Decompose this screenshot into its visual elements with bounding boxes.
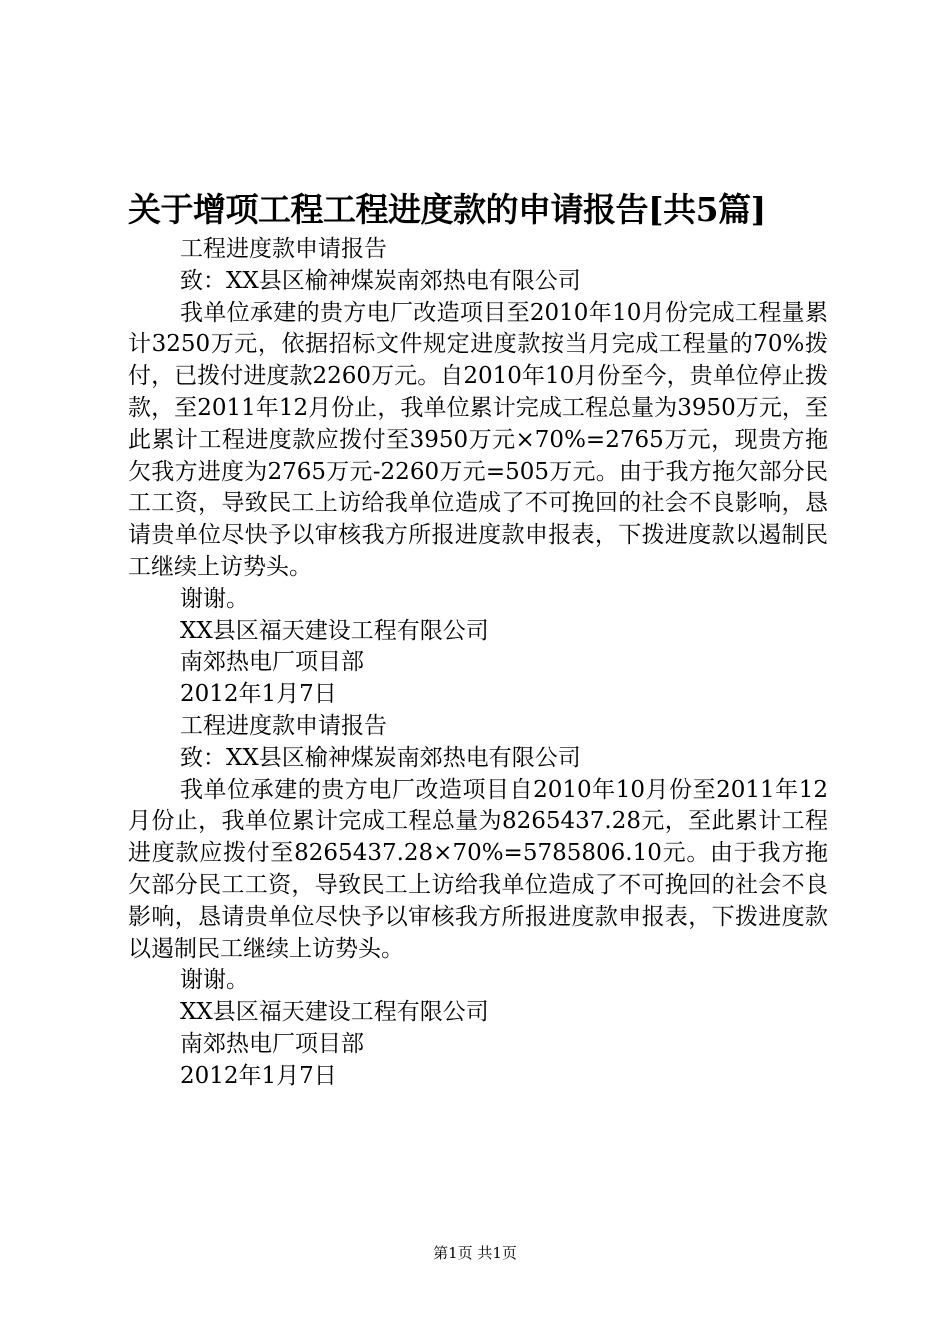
document-title: 关于增项工程工程进度款的申请报告[共5篇] [128, 190, 766, 229]
letter-thanks: 谢谢。 [180, 967, 249, 994]
document-page [128, 186, 828, 1093]
letter-body: 我单位承建的贵方电厂改造项目自2010年10月份至2011年12月份止，我单位累计完成工程总量为8265437.28元，至此累计工程进度款应拨付至8265437.28×70%=5785806.10元。由于我方拖欠部分民工工资，导致民工上访给我单位造成了不可挽回的社会不良影响，恳请贵单位尽快予以审核我方所报进度款申报表，下拨进度款以遏制民工继续上访势头。 [128, 776, 828, 962]
letter-recipient: 致：XX县区榆神煤炭南郊热电有限公司 [180, 267, 581, 294]
signature-company: XX县区福天建设工程有限公司 [180, 999, 489, 1026]
letter-body: 我单位承建的贵方电厂改造项目至2010年10月份完成工程量累计3250万元，依据招标文件规定进度款按当月完成工程量的70%拨付，已拨付进度款2260万元。自2010年10月份至今，贵单位停止拨款，至2011年12月份止，我单位累计完成工程总量为3950万元，至此累计工程进度款应拨付至3950万元×70%=2765万元，现贵方拖欠我方进度为2765万元-2260万元=505万元。由于我方拖欠部分民工工资，导致民工上访给我单位造成了不可挽回的社会不良影响，恳请贵单位尽快予以审核我方所报进度款申报表，下拨进度款以遏制民工继续上访势头。 [128, 299, 828, 580]
letter-date: 2012年1月7日 [180, 1062, 337, 1089]
page-footer: 第1页 共1页 [433, 1244, 517, 1262]
letter-thanks: 谢谢。 [180, 585, 249, 612]
letter-recipient: 致：XX县区榆神煤炭南郊热电有限公司 [180, 744, 581, 771]
signature-department: 南郊热电厂项目部 [180, 1030, 364, 1057]
letter-heading: 工程进度款申请报告 [180, 712, 387, 739]
letter-date: 2012年1月7日 [180, 681, 337, 708]
letter-1 [128, 234, 828, 711]
signature-company: XX县区福天建设工程有限公司 [180, 617, 489, 644]
letter-heading: 工程进度款申请报告 [180, 236, 387, 262]
letter-2 [128, 711, 828, 1093]
signature-department: 南郊热电厂项目部 [180, 649, 364, 676]
